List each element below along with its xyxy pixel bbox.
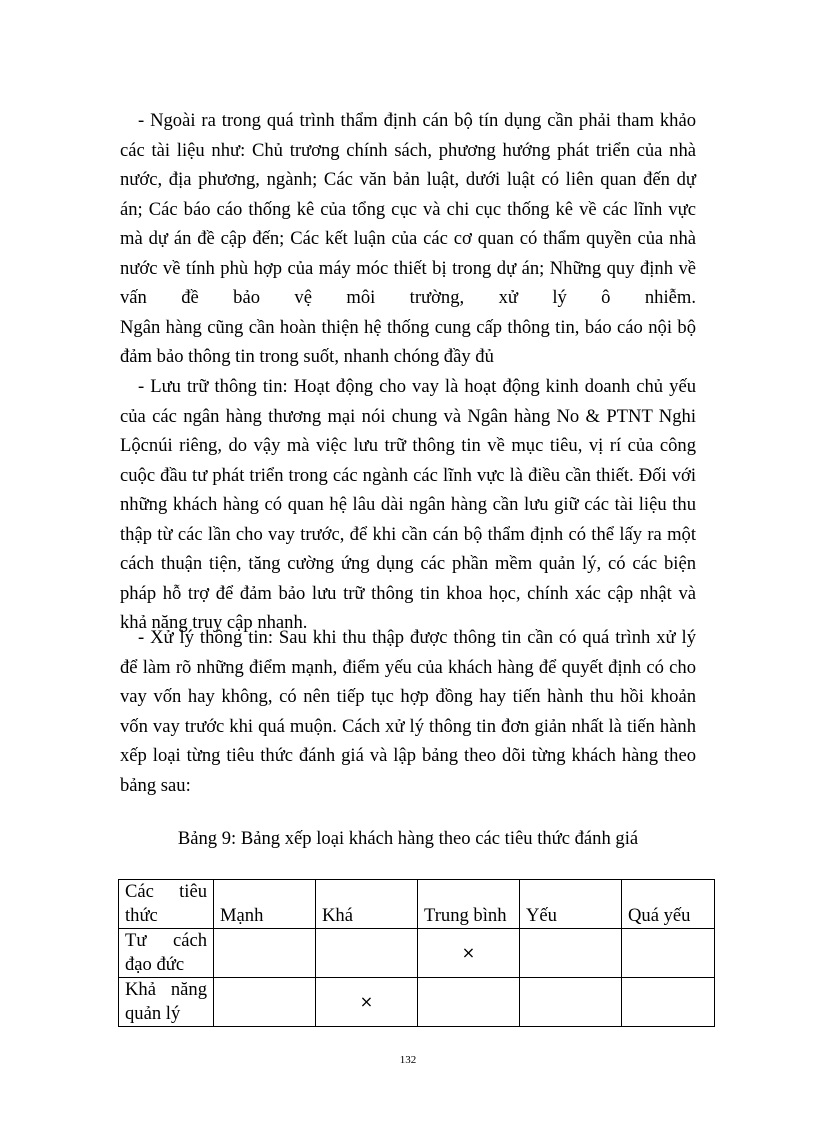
table-header-row [119, 880, 715, 929]
rating-cell [622, 978, 715, 1027]
text-line: của các ngân hàng thương mại nói chung và Ngân hàng No & PTNT Nghi [120, 405, 696, 427]
paragraph-information-storage [120, 372, 696, 638]
paragraph-reference-documents [120, 106, 696, 372]
text-line: - Lưu trữ thông tin: Hoạt động cho vay là hoạt động kinh doanh chủ yếu [138, 376, 696, 397]
rating-cell [214, 929, 316, 978]
text-line: khả năng truy cập nhanh. [120, 612, 308, 633]
text-line: các tài liệu như: Chủ trương chính sách, phương hướng phát triển của nhà [120, 139, 696, 161]
header-strong: Mạnh [214, 880, 316, 929]
text-line: án; Các báo cáo thống kê của tổng cục và chi cục thống kê về các lĩnh vực [120, 198, 696, 220]
row-criteria-line: Tư cách [125, 930, 207, 951]
row-criteria [119, 978, 214, 1027]
text-line: nước, địa phương, ngành; Các văn bản luật, dưới luật có liên quan đến dự [120, 169, 696, 190]
paragraph-information-processing [120, 623, 696, 800]
rating-cell [418, 978, 520, 1027]
rating-cell: × [418, 929, 520, 978]
text-line: - Xử lý thông tin: Sau khi thu thập được thông tin cần có quá trình xử lý [138, 627, 696, 648]
text-line: đảm bảo thông tin trong suốt, nhanh chóng đầy đủ [120, 346, 494, 367]
header-average: Trung bình [418, 880, 520, 929]
row-criteria-line: đạo đức [125, 954, 185, 975]
text-line: mà dự án đề cập đến; Các kết luận của các cơ quan có thẩm quyền của nhà [120, 228, 696, 249]
rating-cell [520, 929, 622, 978]
customer-ranking-table [118, 879, 715, 1027]
page-number: 132 [399, 1054, 417, 1066]
text-line: thập từ các lần cho vay trước, để khi cần cán bộ thẩm định có thể lấy ra một [120, 523, 696, 545]
rating-cell: × [316, 978, 418, 1027]
text-line: xếp loại từng tiêu thức đánh giá và lập bảng theo dõi từng khách hàng theo [120, 745, 696, 766]
row-criteria-line: quản lý [125, 1003, 181, 1024]
text-line: vay vốn hay không, có nên tiếp tục hợp đồng hay tiến hành thu hồi khoản [120, 686, 696, 707]
rating-cell [520, 978, 622, 1027]
text-line: bảng sau: [120, 774, 191, 796]
table-row [119, 978, 715, 1027]
text-line: - Ngoài ra trong quá trình thẩm định cán bộ tín dụng cần phải tham khảo [138, 110, 696, 131]
table-row [119, 929, 715, 978]
text-line: Ngân hàng cũng cần hoàn thiện hệ thống cung cấp thông tin, báo cáo nội bộ [120, 316, 696, 338]
text-line: những khách hàng có quan hệ lâu dài ngân hàng cần lưu giữ các tài liệu thu [120, 494, 696, 515]
header-good: Khá [316, 880, 418, 929]
text-line: pháp hỗ trợ để đảm bảo lưu trữ thông tin khoa học, chính xác cập nhật và [120, 582, 696, 604]
header-weak: Yếu [520, 880, 622, 929]
row-criteria [119, 929, 214, 978]
text-line: cách thuận tiện, tăng cường ứng dụng các phần mềm quản lý, có các biện [120, 553, 696, 574]
text-line: nước về tính phù hợp của máy móc thiết bị trong dự án; Những quy định về [120, 257, 696, 279]
text-line: Lộcnúi riêng, do vậy mà việc lưu trữ thông tin về mục tiêu, vị rí của công [120, 435, 696, 456]
text-line: cuộc đầu tư phát triển trong các ngành các lĩnh vực là điều cần thiết. Đối với [120, 464, 696, 486]
header-very-weak: Quá yếu [622, 880, 715, 929]
rating-cell [214, 978, 316, 1027]
text-line: vấn đề bảo vệ môi trường, xử lý ô nhiễm. [120, 287, 696, 308]
rating-cell [622, 929, 715, 978]
table-caption: Bảng 9: Bảng xếp loại khách hàng theo các tiêu thức đánh giá [177, 828, 639, 849]
text-line: vốn vay trước khi quá muộn. Cách xử lý thông tin đơn giản nhất là tiến hành [120, 715, 696, 737]
text-line: để làm rõ những điểm mạnh, điểm yếu của khách hàng để quyết định có cho [120, 656, 696, 678]
header-criteria-line: thức [125, 905, 158, 926]
rating-cell [316, 929, 418, 978]
header-criteria-line: Các tiêu [125, 881, 207, 902]
header-criteria [119, 880, 214, 929]
row-criteria-line: Khả năng [125, 979, 207, 1000]
